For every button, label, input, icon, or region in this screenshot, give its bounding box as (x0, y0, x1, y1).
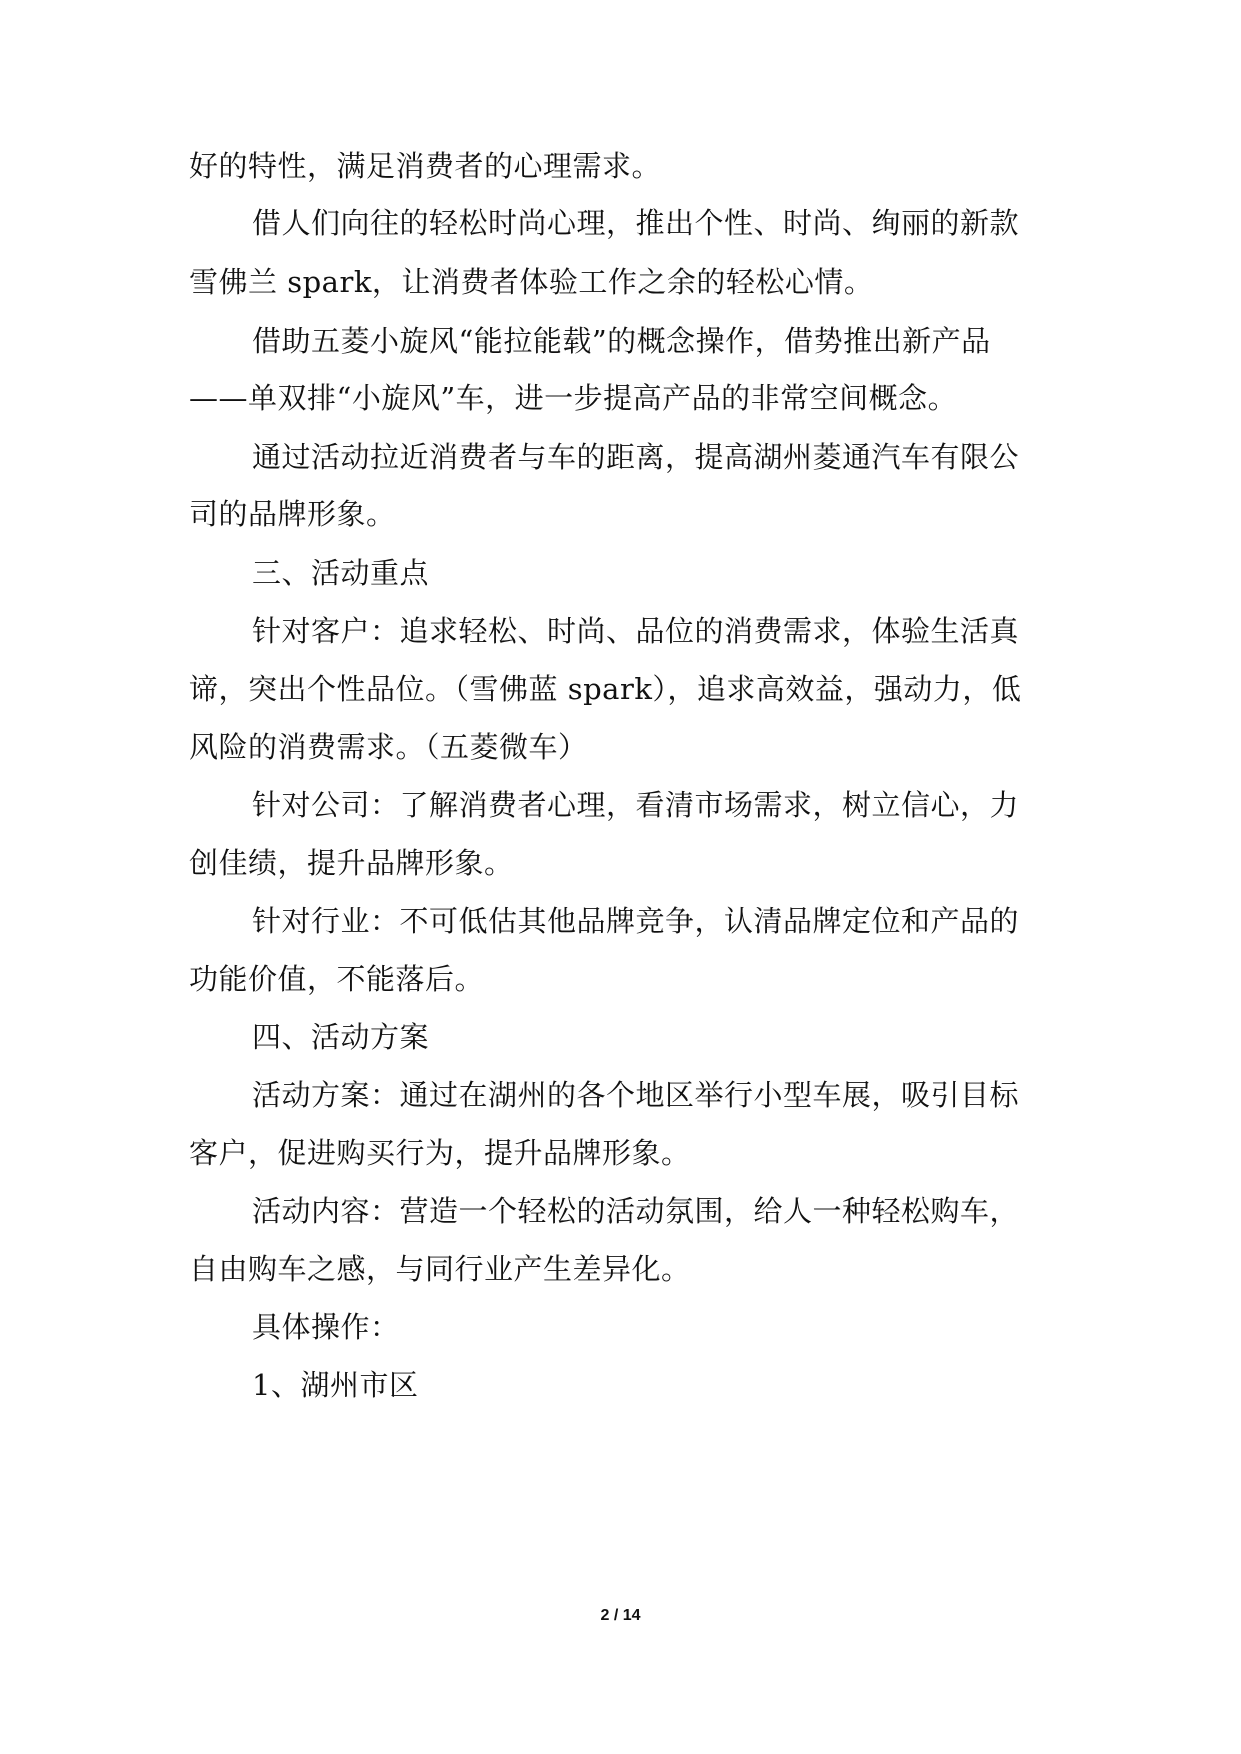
text-line: 借人们向往的轻松时尚心理，推出个性、时尚、绚丽的新款 (252, 206, 1020, 240)
text-line: 创佳绩，提升品牌形象。 (189, 846, 514, 880)
text-line: 针对行业：不可低估其他品牌竞争，认清品牌定位和产品的 (252, 904, 1020, 938)
text-line: ——单双排“小旋风”车，进一步提高产品的非常空间概念。 (189, 381, 958, 415)
text-line: 风险的消费需求。（五菱微车） (189, 730, 588, 764)
text-line: 客户，促进购买行为，提升品牌形象。 (189, 1136, 691, 1170)
list-item-heading: 1、湖州市区 (252, 1368, 419, 1402)
text-line: 自由购车之感，与同行业产生差异化。 (189, 1252, 691, 1286)
text-line: 针对客户：追求轻松、时尚、品位的消费需求，体验生活真 (252, 614, 1020, 648)
text-line: 功能价值，不能落后。 (189, 962, 485, 996)
text-line: 具体操作： (252, 1310, 400, 1344)
text-line: 针对公司：了解消费者心理，看清市场需求，树立信心，力 (252, 788, 1020, 822)
text-line: 活动内容：营造一个轻松的活动氛围，给人一种轻松购车， (252, 1194, 1020, 1228)
text-line: 好的特性，满足消费者的心理需求。 (189, 149, 662, 183)
text-line: 司的品牌形象。 (189, 497, 396, 531)
text-line: 雪佛兰 spark，让消费者体验工作之余的轻松心情。 (189, 265, 874, 299)
text-line: 通过活动拉近消费者与车的距离，提高湖州菱通汽车有限公 (252, 440, 1020, 474)
section-heading: 四、活动方案 (252, 1020, 430, 1054)
page-number: 2 / 14 (600, 1607, 641, 1624)
section-heading: 三、活动重点 (252, 556, 430, 590)
text-line: 借助五菱小旋风“能拉能载”的概念操作，借势推出新产品 (252, 324, 991, 358)
text-line: 谛，突出个性品位。（雪佛蓝 spark），追求高效益，强动力，低 (189, 672, 1022, 706)
text-line: 活动方案：通过在湖州的各个地区举行小型车展，吸引目标 (252, 1078, 1020, 1112)
